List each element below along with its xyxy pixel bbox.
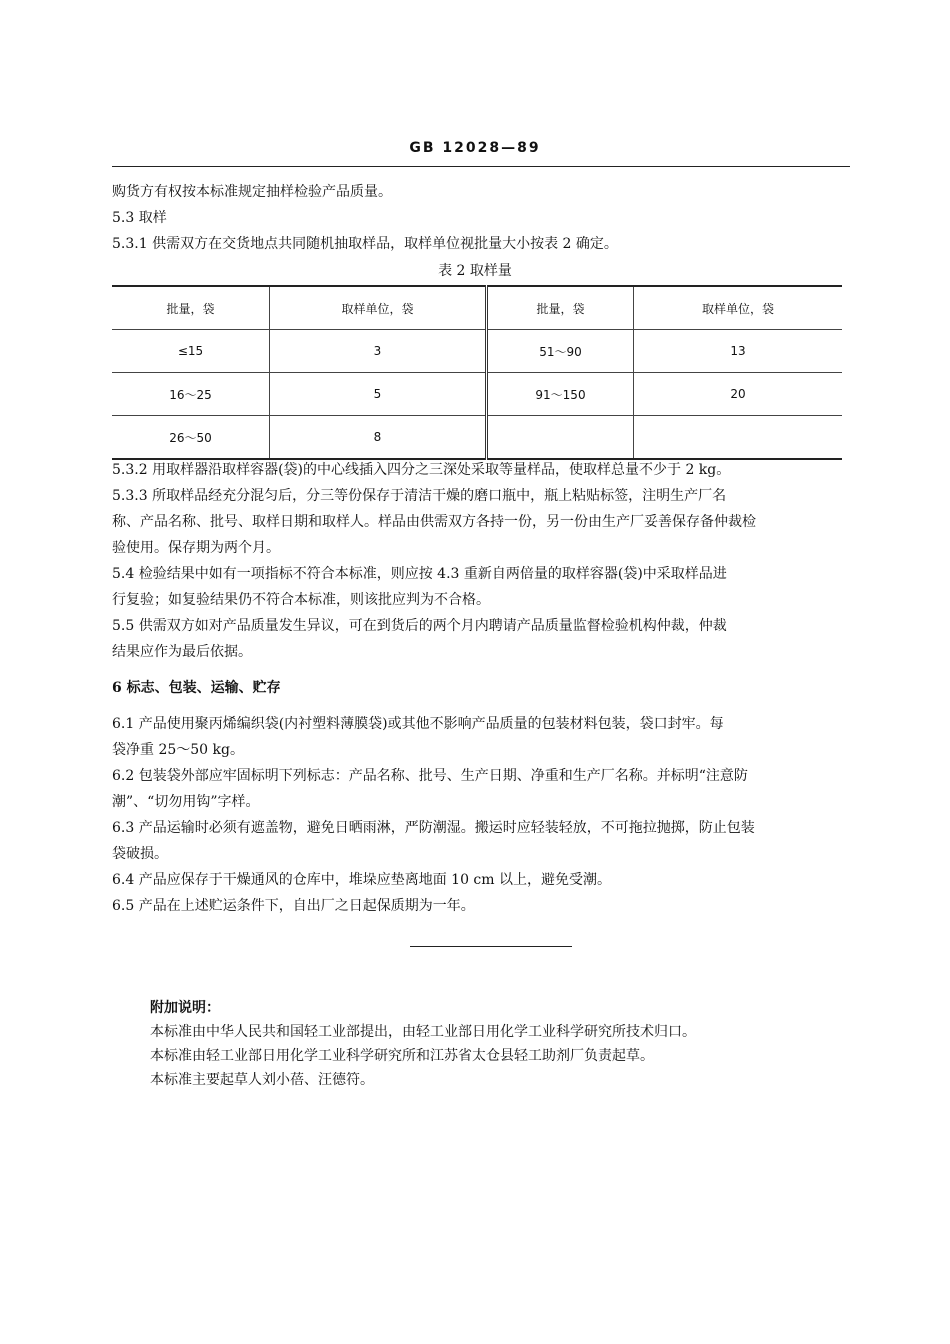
table-header-cell: 取样单位，袋 [270, 286, 487, 330]
section-5-4-line-1: 5.4 检验结果中如有一项指标不符合本标准，则应按 4.3 重新自两倍量的取样容器(袋)中采取样品进 [112, 566, 727, 582]
section-5-5-line-2: 结果应作为最后依据。 [112, 644, 252, 660]
table-cell: 20 [634, 373, 843, 416]
table-cell: 91～150 [487, 373, 634, 416]
table-cell: 8 [270, 416, 487, 460]
section-6-2-line-2: 潮”、“切勿用钩”字样。 [112, 794, 260, 810]
intro-line: 购货方有权按本标准规定抽样检验产品质量。 [112, 184, 392, 200]
section-6-4: 6.4 产品应保存于干燥通风的仓库中，堆垛应垫离地面 10 cm 以上，避免受潮。 [112, 872, 611, 888]
section-6-3-line-1: 6.3 产品运输时必须有遮盖物，避免日晒雨淋，严防潮湿。搬运时应轻装轻放，不可拖拉抛掷，防止包装 [112, 820, 755, 836]
section-6-1-line-2: 袋净重 25～50 kg。 [112, 742, 244, 758]
section-5-3-2: 5.3.2 用取样器沿取样容器(袋)的中心线插入四分之三深处采取等量样品，使取样总量不少于 2 kg。 [112, 462, 731, 478]
table-cell [487, 416, 634, 460]
table-caption: 表 2 取样量 [438, 263, 512, 279]
section-5-3-3-line-2: 称、产品名称、批号、取样日期和取样人。样品由供需双方各持一份，另一份由生产厂妥善保存备仲裁检 [112, 514, 756, 530]
notes-line-1: 本标准由中华人民共和国轻工业部提出，由轻工业部日用化学工业科学研究所技术归口。 [150, 1024, 696, 1040]
table-cell: 51～90 [487, 330, 634, 373]
table-row [112, 416, 842, 460]
notes-line-3: 本标准主要起草人刘小蓓、汪德符。 [150, 1072, 374, 1088]
notes-line-2: 本标准由轻工业部日用化学工业科学研究所和江苏省太仓县轻工助剂厂负责起草。 [150, 1048, 654, 1064]
section-5-3-title: 5.3 取样 [112, 210, 167, 226]
table-header-cell: 批量，袋 [487, 286, 634, 330]
table-cell: 5 [270, 373, 487, 416]
section-5-5-line-1: 5.5 供需双方如对产品质量发生异议，可在到货后的两个月内聘请产品质量监督检验机构仲裁，仲裁 [112, 618, 727, 634]
end-rule [410, 946, 572, 947]
section-6-title: 6 标志、包装、运输、贮存 [112, 680, 281, 696]
section-6-1-line-1: 6.1 产品使用聚丙烯编织袋(内衬塑料薄膜袋)或其他不影响产品质量的包装材料包装，袋口封牢。每 [112, 716, 724, 732]
table-cell: 3 [270, 330, 487, 373]
table-cell: 26～50 [112, 416, 270, 460]
header-rule [112, 166, 850, 167]
table-header-cell: 批量，袋 [112, 286, 270, 330]
table-cell: 13 [634, 330, 843, 373]
section-5-3-3-line-3: 验使用。保存期为两个月。 [112, 540, 280, 556]
table-cell: ≤15 [112, 330, 270, 373]
table-cell [634, 416, 843, 460]
table-row [112, 373, 842, 416]
notes-title: 附加说明： [150, 1000, 220, 1016]
section-5-3-1: 5.3.1 供需双方在交货地点共同随机抽取样品，取样单位视批量大小按表 2 确定。 [112, 236, 618, 252]
section-6-3-line-2: 袋破损。 [112, 846, 168, 862]
section-5-3-3-line-1: 5.3.3 所取样品经充分混匀后，分三等份保存于清洁干燥的磨口瓶中，瓶上粘贴标签，注明生产厂名 [112, 488, 727, 504]
section-5-4-line-2: 行复验；如复验结果仍不符合本标准，则该批应判为不合格。 [112, 592, 490, 608]
table-row [112, 330, 842, 373]
table-header-cell: 取样单位，袋 [634, 286, 843, 330]
table-cell: 16～25 [112, 373, 270, 416]
section-6-2-line-1: 6.2 包装袋外部应牢固标明下列标志：产品名称、批号、生产日期、净重和生产厂名称。并标明“注意防 [112, 768, 748, 784]
table-header-row [112, 286, 842, 330]
section-6-5: 6.5 产品在上述贮运条件下，自出厂之日起保质期为一年。 [112, 898, 475, 914]
sampling-table [112, 285, 842, 460]
standard-code-header: GB 12028—89 [409, 140, 541, 156]
